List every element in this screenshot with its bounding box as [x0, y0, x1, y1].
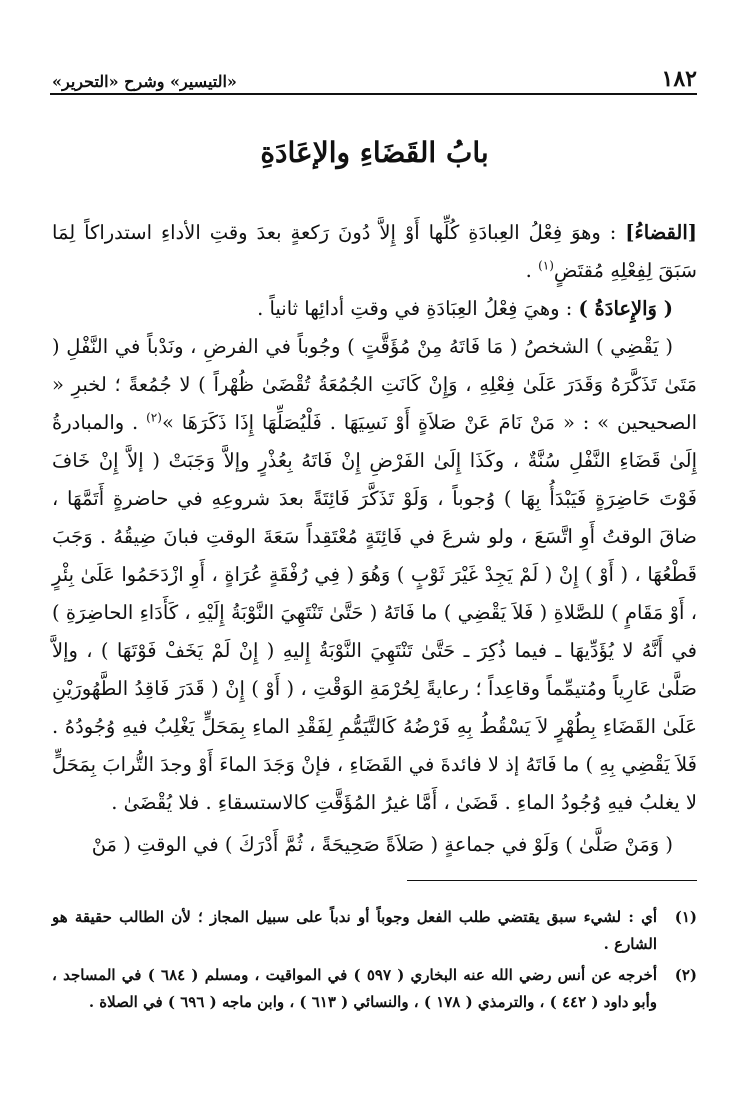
- paragraph-qada-text: : وهوَ فِعْلُ العِبادَةِ كُلِّها أَوْ إِلاَّ دُونَ رَكعةٍ بعدَ وقتِ الأداءِ استدراكاً لِمَا سَبَقَ لِفِعْلِهِ مُقتَضٍ: [52, 221, 697, 282]
- paragraph-man-salla-text: ( وَمَنْ صَلَّىٰ ) وَلَوْ في جماعةٍ ( صَلاَةً صَحِيحَةً ، ثُمَّ أَدْرَكَ ) في الوقتِ ( مَنْ: [91, 833, 673, 856]
- paragraph-qada: [52, 214, 697, 290]
- footnote-1: [52, 904, 697, 958]
- paragraph-man-salla: [52, 826, 697, 864]
- footnote-text: أي : لشيء سبق يقتضي طلب الفعل وجوباً أو ندباً على سبيل المجاز ؛ لأن الطالب حقيقة هو الشارع .: [52, 908, 657, 953]
- paragraph-iada-text: : وهيَ فِعْلُ العِبَادَةِ في وقتِ أدائِها ثانياً .: [257, 297, 579, 320]
- footnote-ref-2: (٢): [146, 410, 162, 425]
- footnote-number: (٢): [674, 966, 697, 984]
- paragraph-yaqdi: [52, 328, 697, 822]
- paragraph-iada: [52, 290, 697, 328]
- paragraph-qada-tail: .: [525, 259, 539, 282]
- running-title: «التيسير» وشرح «التحرير»: [52, 72, 237, 91]
- page-number: ١٨٢: [661, 66, 697, 92]
- page-header: [52, 56, 697, 90]
- footnote-ref-1: (١): [538, 258, 554, 273]
- paragraph-yaqdi-text-a: ( يَقْضِي ) الشخصُ ( مَا فَاتَهُ مِنْ مُؤَقَّتٍ ) وجُوباً في الفرضِ ، ونَدْباً في النَّفْلِ ( مَتَىٰ تَذَكَّرَهُ وَقَدَرَ عَلَىٰ فِعْلِهِ ، وَإِنْ كَانَتِ الجُمُعَةُ تُقْضَىٰ ظُهْراً ) لا جُمُعةً ؛ لخبرِ « الصحيحين » : « مَنْ نَامَ عَنْ صَلاَةٍ أَوْ نَسِيَهَا . فَلْيُصَلِّهَا إِذَا ذَكَرَهَا »: [52, 335, 697, 434]
- footnotes: [52, 904, 697, 1020]
- main-text: [52, 214, 697, 864]
- footnote-2: [52, 962, 697, 1016]
- chapter-title: بابُ القَضَاءِ والإعَادَةِ: [260, 136, 489, 169]
- term-iada: ( وَالإِعادَةُ ): [578, 297, 673, 320]
- term-qada: [القضاءُ]: [625, 221, 697, 244]
- header-divider: [50, 93, 697, 95]
- footnote-number: (١): [674, 908, 697, 926]
- footnote-text: أخرجه عن أنس رضي الله عنه البخاري ( ٥٩٧ ) في المواقيت ، ومسلم ( ٦٨٤ ) في المساجد ، وأبو داود ( ٤٤٢ ) ، والترمذي ( ١٧٨ ) ، والنسائي ( ٦١٣ ) ، وابن ماجه ( ٦٩٦ ) في الصلاة .: [52, 966, 657, 1011]
- footnote-divider: [407, 880, 697, 881]
- paragraph-yaqdi-text-b: . والمبادرةُ إِلَىٰ قَضَاءِ النَّفْلِ سُنَّةٌ ، وكَذَا إِلَىٰ الفَرْضِ إِنْ فَاتَهُ بِعُذْرٍ وإلاَّ وَجَبَتْ ( إلاَّ إِنْ خَافَ فَوْتَ حَاضِرَةٍ فَيَبْدَأُ بِهَا ) وُجوباً ، وَلَوْ تَذَكَّرَ فَائِتَةً بعدَ شروعِهِ في حاضرةٍ أَتَمَّهَا ، ضاقَ الوقتُ أَوِ اتَّسَعَ ، ولو شرعَ في فَائِتَةٍ مُعْتَقِداً سَعَةَ الوقتِ فبانَ ضِيقُهُ . وَجَبَ قَطْعُهَا ، ( أَوْ ) إِنْ ( لَمْ يَجِدْ غَيْرَ ثَوْبٍ ) وَهُوَ ( فِي رُفْقَةٍ عُرَاةٍ ، أَوِ ازْدَحَمُوا عَلَىٰ بِئْرٍ ، أَوْ مَقَامٍ ) للصَّلاةِ ( فَلاَ يَقْضِي ) ما فَاتَهُ ( حَتَّىٰ تَنْتَهِيَ النَّوْبَةُ إِلَيْهِ ، كَأَدَاءِ الحاضِرَةِ ) في أَنَّهُ لا يُؤَدِّيهَا ـ فيما ذُكِرَ ـ حَتَّىٰ تَنْتَهِيَ النَّوْبَةُ إِليهِ ( إِنْ لَمْ يَخَفْ فَوْتَهَا ) ، وإلاَّ صَلَّىٰ عَارِياً ومُتيمِّماً وقاعِداً ؛ رعايةً لِحُرْمَةِ الوَقْتِ ، ( أَوْ ) إِنْ ( قَدَرَ فَاقِدُ الطَّهُورَيْنِ عَلَىٰ القَضَاءِ بِطُهْرٍ لاَ يَسْقُطُ بِهِ فَرْضُهُ كَالتَّيَمُّمِ لِفَقْدِ الماءِ بِمَحَلٍّ يَغْلِبُ فيهِ وُجُودُهُ . فَلاَ يَقْضِي بِهِ ) ما فَاتَهُ إذ لا فائدةَ في القَضَاءِ ، فإنْ وَجَدَ الماءَ أَوْ وجدَ التُّرابَ بِمَحَلٍّ لا يغلبُ فيهِ وُجُودُ الماءِ . قَضَىٰ ، أَمَّا غيرُ المُؤَقَّتِ كالاستسقاءِ . فلا يُقْضَىٰ .: [52, 411, 697, 814]
